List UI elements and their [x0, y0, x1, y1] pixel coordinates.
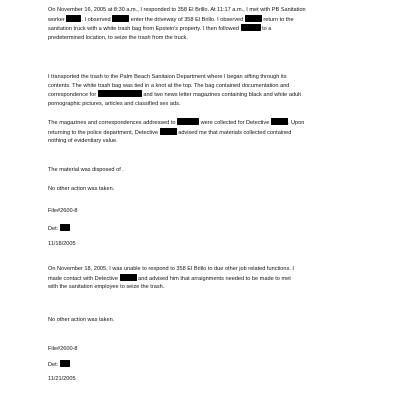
redaction-bar	[177, 118, 199, 125]
text-segment: On November 16, 2005 at 8:30 a.m., I responded to 358 El Brillo. At 11:17 a.m., I met with PB Sanitation	[48, 7, 306, 13]
file-number: File#2600-8	[48, 346, 78, 352]
text-line: I transported the trash to the Palm Beach Sanitaion Department where I began sifting through its	[48, 74, 287, 80]
text-segment: The magazines and correspondences addressed to	[48, 120, 176, 126]
text-line	[48, 274, 378, 284]
no-action-line: No other action was taken.	[48, 317, 115, 323]
text-line	[48, 118, 378, 128]
text-line: pornographic pictures, articles and classified sex ads.	[48, 100, 181, 107]
text-segment: made contact with Detective	[48, 275, 118, 282]
detective-line	[48, 224, 378, 234]
disposed-line: The material was disposed of .	[48, 167, 124, 173]
text-segment: return to the	[263, 16, 294, 23]
det-label: Det:	[48, 362, 59, 368]
redaction-bar	[60, 224, 70, 231]
text-segment: and two news letter magazines containing black and white adult	[143, 92, 301, 99]
text-line: with the sanitation employee to seize the trash.	[48, 284, 165, 291]
text-line	[48, 24, 378, 34]
text-segment: enter the driveway of 358 El Brillo. I observed	[130, 16, 244, 23]
text-segment: predetermined location, to seize the trash from the truck.	[48, 34, 188, 41]
text-segment: were collected for Detective	[200, 120, 270, 126]
text-segment: returning to the police department, Detective	[48, 129, 159, 136]
redaction-bar	[98, 90, 142, 97]
text-segment: worker	[48, 16, 65, 23]
text-segment: and advised him that arraignments needed to be made to met	[138, 275, 291, 282]
redaction-bar	[120, 274, 137, 281]
text-segment: to a	[262, 26, 272, 33]
file-date: 11/18/2005	[48, 241, 76, 247]
no-action-line: No other action was taken.	[48, 186, 115, 192]
paragraph-magazines	[48, 118, 378, 146]
file-date: 11/21/2005	[48, 376, 76, 382]
file-number: File#2600-8	[48, 208, 78, 214]
redaction-bar	[60, 360, 70, 367]
paragraph-transport	[48, 73, 378, 108]
detective-line	[48, 360, 378, 370]
redaction-bar	[271, 118, 288, 125]
text-segment: . Upon	[287, 120, 305, 126]
redaction-bar	[245, 15, 262, 22]
text-line	[48, 6, 378, 15]
paragraph-observation	[48, 6, 378, 42]
text-line: On November 18, 2005, I was unable to respond to 358 El Brillo to due other job related functions. I	[48, 266, 294, 272]
redaction-bar	[66, 15, 81, 22]
text-segment: sanitation truck with a white trash bag from Epstein's property. I then followed	[48, 26, 239, 33]
paragraph-nov18	[48, 265, 378, 292]
text-segment: correspondence for	[48, 92, 97, 99]
text-line: contents. The white trash bag was tied in a knot at the top. The bag contained documentation and	[48, 82, 290, 89]
redaction-bar	[241, 24, 261, 31]
text-line	[48, 128, 378, 138]
text-line	[48, 90, 378, 100]
text-line	[48, 34, 378, 43]
text-line	[48, 15, 378, 25]
redaction-bar	[160, 128, 177, 135]
text-segment: . I observed	[81, 16, 111, 23]
text-segment: advised me that materials collected contained	[178, 129, 292, 136]
redaction-bar	[112, 15, 129, 22]
text-line: nothing of evidentiary value.	[48, 138, 118, 145]
det-label: Det:	[48, 226, 59, 232]
